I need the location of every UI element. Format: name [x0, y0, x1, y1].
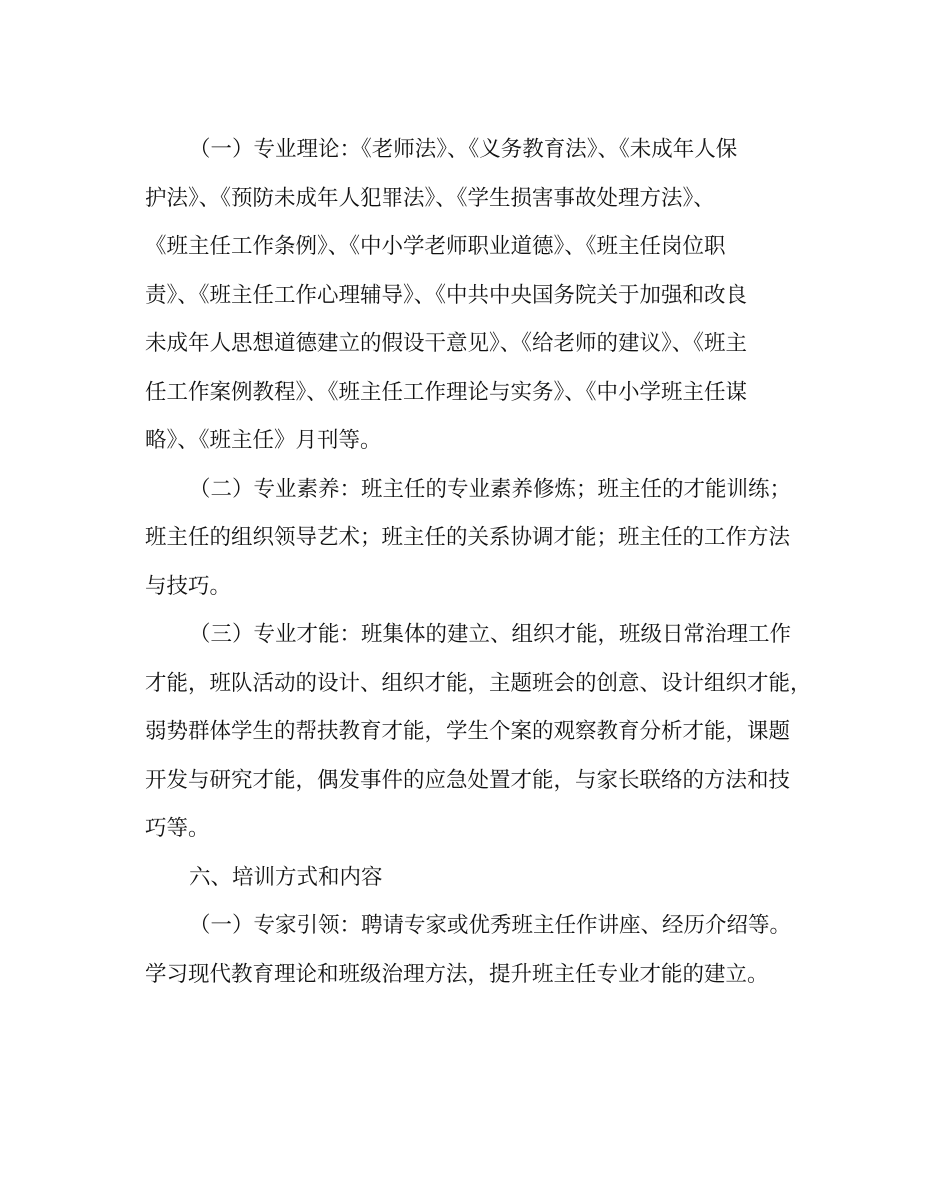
text-line: （三）专业才能：班集体的建立、组织才能，班级日常治理工作: [189, 622, 792, 647]
text-line: （一）专家引领：聘请专家或优秀班主任作讲座、经历介绍等。: [189, 913, 792, 938]
text-line: （二）专业素养：班主任的专业素养修炼；班主任的才能训练；: [189, 476, 792, 502]
text-line: 班主任的组织领导艺术；班主任的关系协调才能；班主任的工作方法: [145, 525, 791, 550]
text-line: （一）专业理论：《老师法》、《义务教育法》、《未成年人保: [189, 137, 738, 162]
text-line: 学习现代教育理论和班级治理方法，提升班主任专业才能的建立。: [145, 961, 769, 987]
text-line: 开发与研究才能，偶发事件的应急处置才能，与家长联络的方法和技: [145, 767, 791, 793]
paragraph-professional-quality: [145, 466, 815, 612]
text-line: 弱势群体学生的帮扶教育才能，学生个案的观察教育分析才能，课题: [145, 719, 791, 744]
text-line: 略》、《班主任》月刊等。: [145, 428, 382, 453]
text-line: 与技巧。: [145, 573, 232, 599]
section-heading-training: [145, 854, 815, 903]
document-body: [145, 126, 815, 999]
text-line: 任工作案例教程》、《班主任工作理论与实务》、《中小学班主任谋: [145, 379, 748, 405]
section-heading: 六、培训方式和内容: [189, 864, 383, 890]
paragraph-professional-ability: [145, 611, 815, 854]
text-line: 未成年人思想道德建立的假设干意见》、《给老师的建议》、《班主: [145, 331, 748, 356]
text-line: 才能，班队活动的设计、组织才能，主题班会的创意、设计组织才能，: [145, 670, 812, 696]
text-line: 《班主任工作条例》、《中小学老师职业道德》、《班主任岗位职: [145, 234, 726, 259]
text-line: 护法》、《预防未成年人犯罪法》、《学生损害事故处理方法》、: [145, 185, 715, 211]
paragraph-expert-guidance: [145, 902, 815, 999]
paragraph-professional-theory: [145, 126, 815, 466]
text-line: 巧等。: [145, 816, 210, 841]
text-line: 责》、《班主任工作心理辅导》、《中共中央国务院关于加强和改良: [145, 282, 748, 308]
